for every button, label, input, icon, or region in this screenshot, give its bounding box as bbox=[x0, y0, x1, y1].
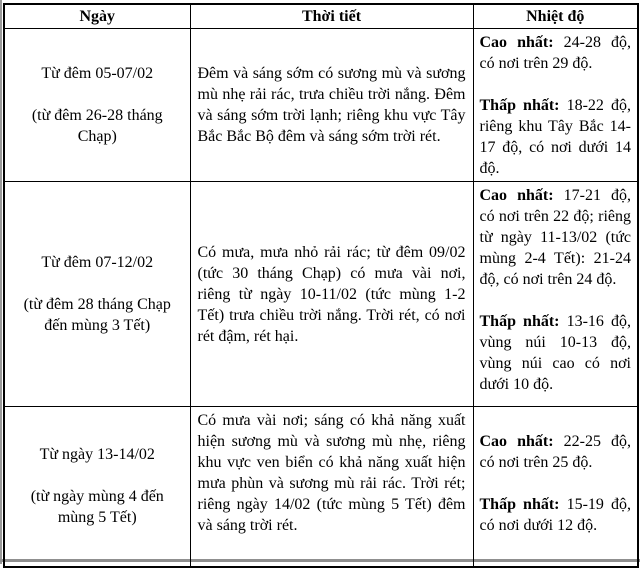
date-sub: (từ đêm 28 tháng Chạp đến mùng 3 Tết) bbox=[23, 296, 171, 334]
weather-cell bbox=[190, 407, 473, 567]
temp-high bbox=[480, 185, 632, 290]
weather-text: Đêm và sáng sớm có sương mù và sương mù nhẹ rải rác, trưa chiều trời nắng. Đêm và sáng sớm trời lạnh; riêng khu vực Tây Bắc Bắc Bộ đêm và sáng sớm trời rét. bbox=[197, 65, 466, 145]
temp-low-text: 13-16 độ, vùng núi 10-13 độ, vùng núi cao có nơi dưới 10 độ. bbox=[479, 313, 632, 393]
date-main: Từ đêm 07-12/02 bbox=[41, 254, 154, 271]
temp-high bbox=[480, 32, 632, 74]
table-row bbox=[4, 29, 638, 182]
weather-text: Có mưa vài nơi; sáng có khả năng xuất hiện sương mù và sương mù nhẹ, riêng khu vực ven biển có khả năng xuất hiện mưa phùn và sương mù rải rác. Trời rét; riêng ngày 14/02 (tức mùng 5 Tết) đêm và sáng trời rét. bbox=[197, 412, 466, 534]
temp-high-label: Cao nhất: bbox=[479, 34, 554, 51]
date-main: Từ đêm 05-07/02 bbox=[41, 65, 154, 82]
temperature-cell bbox=[473, 182, 638, 407]
table-row bbox=[4, 407, 638, 567]
weather-text: Có mưa, mưa nhỏ rải rác; từ đêm 09/02 (tức 30 tháng Chạp) có mưa vài nơi, riêng từ ngày 10-11/02 (tức mùng 1-2 Tết) trưa chiều trời nắng. Trời rét, có nơi rét đậm, rét hại. bbox=[197, 243, 466, 345]
date-sub: (từ ngày mùng 4 đến mùng 5 Tết) bbox=[30, 488, 164, 527]
temp-low bbox=[480, 95, 632, 179]
date-cell bbox=[4, 182, 190, 407]
temp-low-label: Thấp nhất: bbox=[479, 313, 560, 330]
temp-high-text: 24-28 độ, có nơi trên 29 độ. bbox=[479, 34, 631, 72]
page-left-edge-line bbox=[0, 0, 2, 564]
weather-cell bbox=[190, 182, 473, 407]
table-header-row bbox=[4, 4, 638, 29]
table-row bbox=[4, 182, 638, 407]
date-main: Từ ngày 13-14/02 bbox=[39, 446, 155, 464]
date-sub: (từ đêm 26-28 tháng Chạp) bbox=[31, 107, 163, 145]
date-cell bbox=[4, 407, 190, 567]
temp-high-label: Cao nhất: bbox=[479, 433, 554, 450]
temp-low-label: Thấp nhất: bbox=[479, 496, 560, 513]
temperature-cell bbox=[473, 407, 638, 567]
temp-low-text: 15-19 độ, có nơi dưới 12 độ. bbox=[479, 496, 632, 534]
date-cell bbox=[4, 29, 190, 182]
temp-low-label: Thấp nhất: bbox=[479, 97, 560, 114]
header-cell-weather: Thời tiết bbox=[190, 4, 473, 29]
temp-high-label: Cao nhất: bbox=[479, 187, 554, 204]
temp-low bbox=[480, 311, 632, 395]
weather-cell bbox=[190, 29, 473, 182]
temperature-cell bbox=[473, 29, 638, 182]
weather-forecast-table bbox=[3, 3, 639, 568]
temp-low-text: 18-22 độ, riêng khu Tây Bắc 14-17 độ, có nơi dưới 14 độ. bbox=[479, 97, 632, 177]
temp-high-text: 22-25 độ, có nơi trên 25 độ. bbox=[479, 433, 631, 471]
temp-high bbox=[480, 431, 632, 473]
header-cell-temperature: Nhiệt độ bbox=[473, 4, 638, 29]
temp-high-text: 17-21 độ, có nơi trên 22 độ; riêng từ ngày 11-13/02 (tức mùng 2-4 Tết): 21-24 độ, có nơi trên 24 độ. bbox=[479, 187, 631, 288]
temp-low bbox=[480, 494, 632, 536]
header-cell-date: Ngày bbox=[4, 4, 190, 29]
